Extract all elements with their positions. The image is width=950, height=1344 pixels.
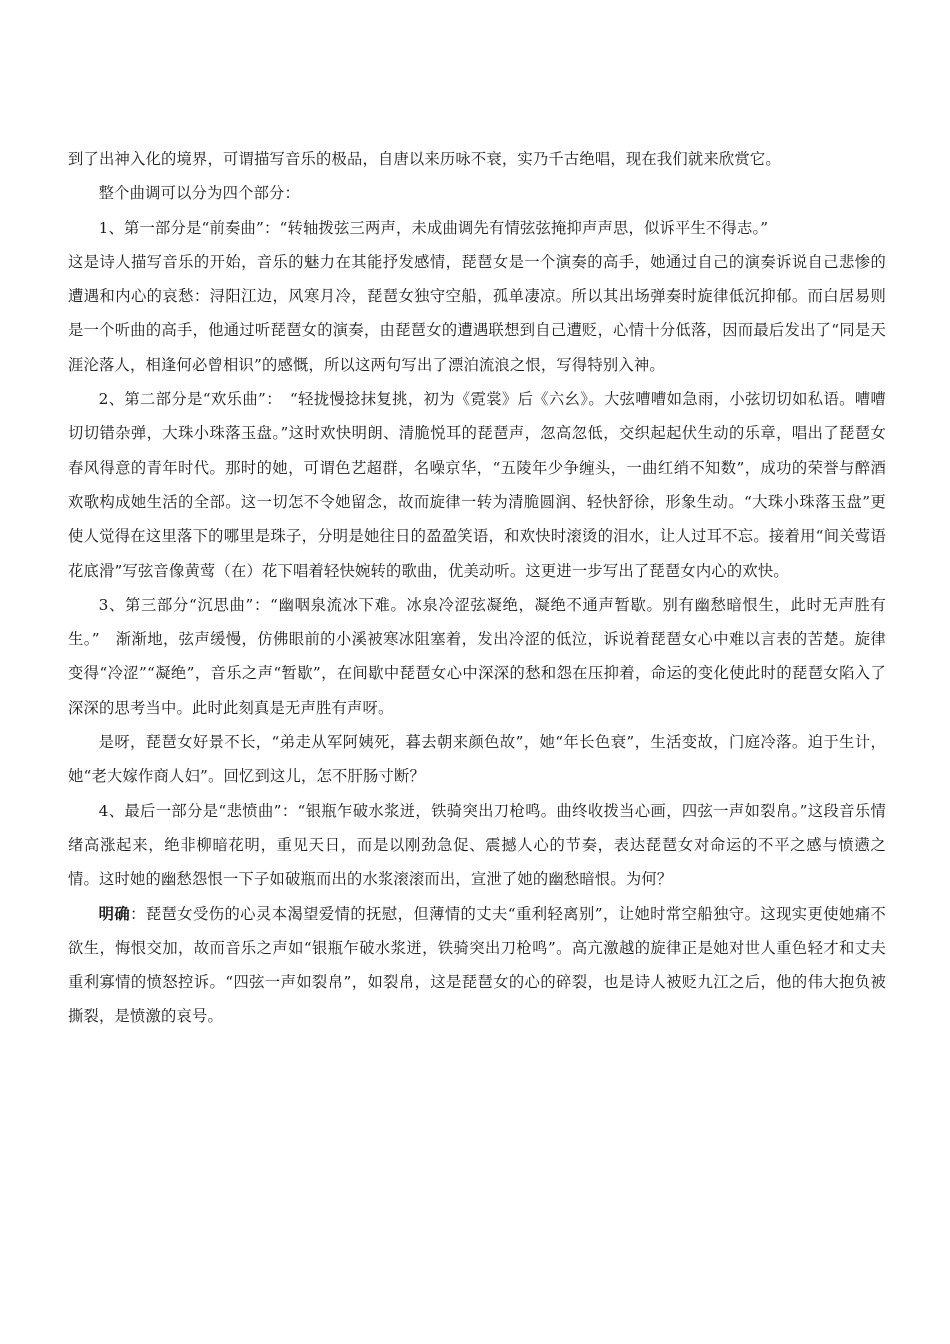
clarification-text: ：琵琶女受伤的心灵本渴望爱情的抚慰，但薄情的丈夫“重利轻离别”，让她时常空船独守。这现实更使她痛不欲生，悔恨交加，故而音乐之声如“银瓶乍破水浆迸，铁骑突出刀枪鸣”。高亢激越的旋律正是她对世人重色轻才和丈夫重利寡情的愤怒控诉。“四弦一声如裂帛”，如裂帛，这是琵琶女的心的碎裂，也是诗人被贬九江之后，他的伟大抱负被撕裂，是愤激的哀号。 (68, 904, 886, 1026)
paragraph-clarification (68, 897, 886, 1034)
paragraph-four-parts: 整个曲调可以分为四个部分： (98, 184, 301, 203)
paragraph-part-three: 3、第三部分“沉思曲”：“幽咽泉流冰下难。冰泉冷涩弦凝绝，凝绝不通声暂歇。别有幽愁暗恨生，此时无声胜有生。” 渐渐地，弦声缓慢，仿佛眼前的小溪被寒冰阻塞着，发出冷涩的低泣，诉说着琵琶女心中难以言表的苦楚。旋律变得“冷涩”“凝绝”，音乐之声“暂歇”，在间歇中琵琶女心中深深的愁和怨在压抑着，命运的变化使此时的琵琶女陷入了深深的思考当中。此时此刻真是无声胜有声呀。 (68, 595, 886, 717)
paragraph-part-four: 4、最后一部分是“悲愤曲”：“银瓶乍破水浆迸，铁骑突出刀枪鸣。曲终收拨当心画，四弦一声如裂帛。”这段音乐情绪高涨起来，绝非柳暗花明，重见天日，而是以刚劲急促、震撼人心的节奏，表达琵琶女对命运的不平之感与愤懑之情。这时她的幽愁怨恨一下子如破瓶而出的水浆滚滚而出，宣泄了她的幽愁暗恨。为何？ (68, 801, 886, 889)
document-body (68, 142, 886, 1034)
paragraph-part-one-quote: 1、第一部分是“前奏曲”：“转轴拨弦三两声，未成曲调先有情弦弦掩抑声声思，似诉平生不得志。” (98, 218, 769, 237)
paragraph-part-two: 2、第二部分是“欢乐曲”： “轻拢慢捻抹复挑，初为《霓裳》后《六幺》。大弦嘈嘈如急雨，小弦切切如私语。嘈嘈切切错杂弹，大珠小珠落玉盘。”这时欢快明朗、清脆悦耳的琵琶声，忽高忽低，交织起起伏生动的乐章，唱出了琵琶女春风得意的青年时代。那时的她，可谓色艺超群，名噪京华，“五陵年少争缠头，一曲红绡不知数”，成功的荣誉与醉酒欢歌构成她生活的全部。这一切怎不令她留念，故而旋律一转为清脆圆润、轻快舒徐，形象生动。“大珠小珠落玉盘”更使人觉得在这里落下的哪里是珠子，分明是她往日的盈盈笑语，和欢快时滚烫的泪水，让人过耳不忘。接着用“间关莺语花底滑”写弦音像黄莺（在）花下唱着轻快婉转的歌曲，优美动听。这更进一步写出了琵琶女内心的欢快。 (68, 390, 886, 580)
paragraph-part-one-analysis: 这是诗人描写音乐的开始，音乐的魅力在其能抒发感情，琵琶女是一个演奏的高手，她通过自己的演奏诉说自己悲惨的遭遇和内心的哀愁：浔阳江边，风寒月冷，琵琶女独守空船，孤单凄凉。所以其出场弹奏时旋律低沉抑郁。而白居易则是一个听曲的高手，他通过听琵琶女的演奏，由琵琶女的遭遇联想到自己遭贬，心情十分低落，因而最后发出了“同是天涯沦落人，相逢何必曾相识”的感慨，所以这两句写出了漂泊流浪之恨，写得特别入神。 (68, 252, 886, 374)
clarification-label: 明确 (98, 904, 131, 923)
paragraph-reflection: 是呀，琵琶女好景不长，“弟走从军阿姨死，暮去朝来颜色故”，她“年长色衰”，生活变故，门庭冷落。迫于生计，她“老大嫁作商人妇”。回忆到这儿，怎不肝肠寸断？ (68, 733, 886, 786)
paragraph-intro-continued: 到了出神入化的境界，可谓描写音乐的极品，自唐以来历咏不衰，实乃千古绝唱，现在我们就来欣赏它。 (68, 150, 781, 168)
